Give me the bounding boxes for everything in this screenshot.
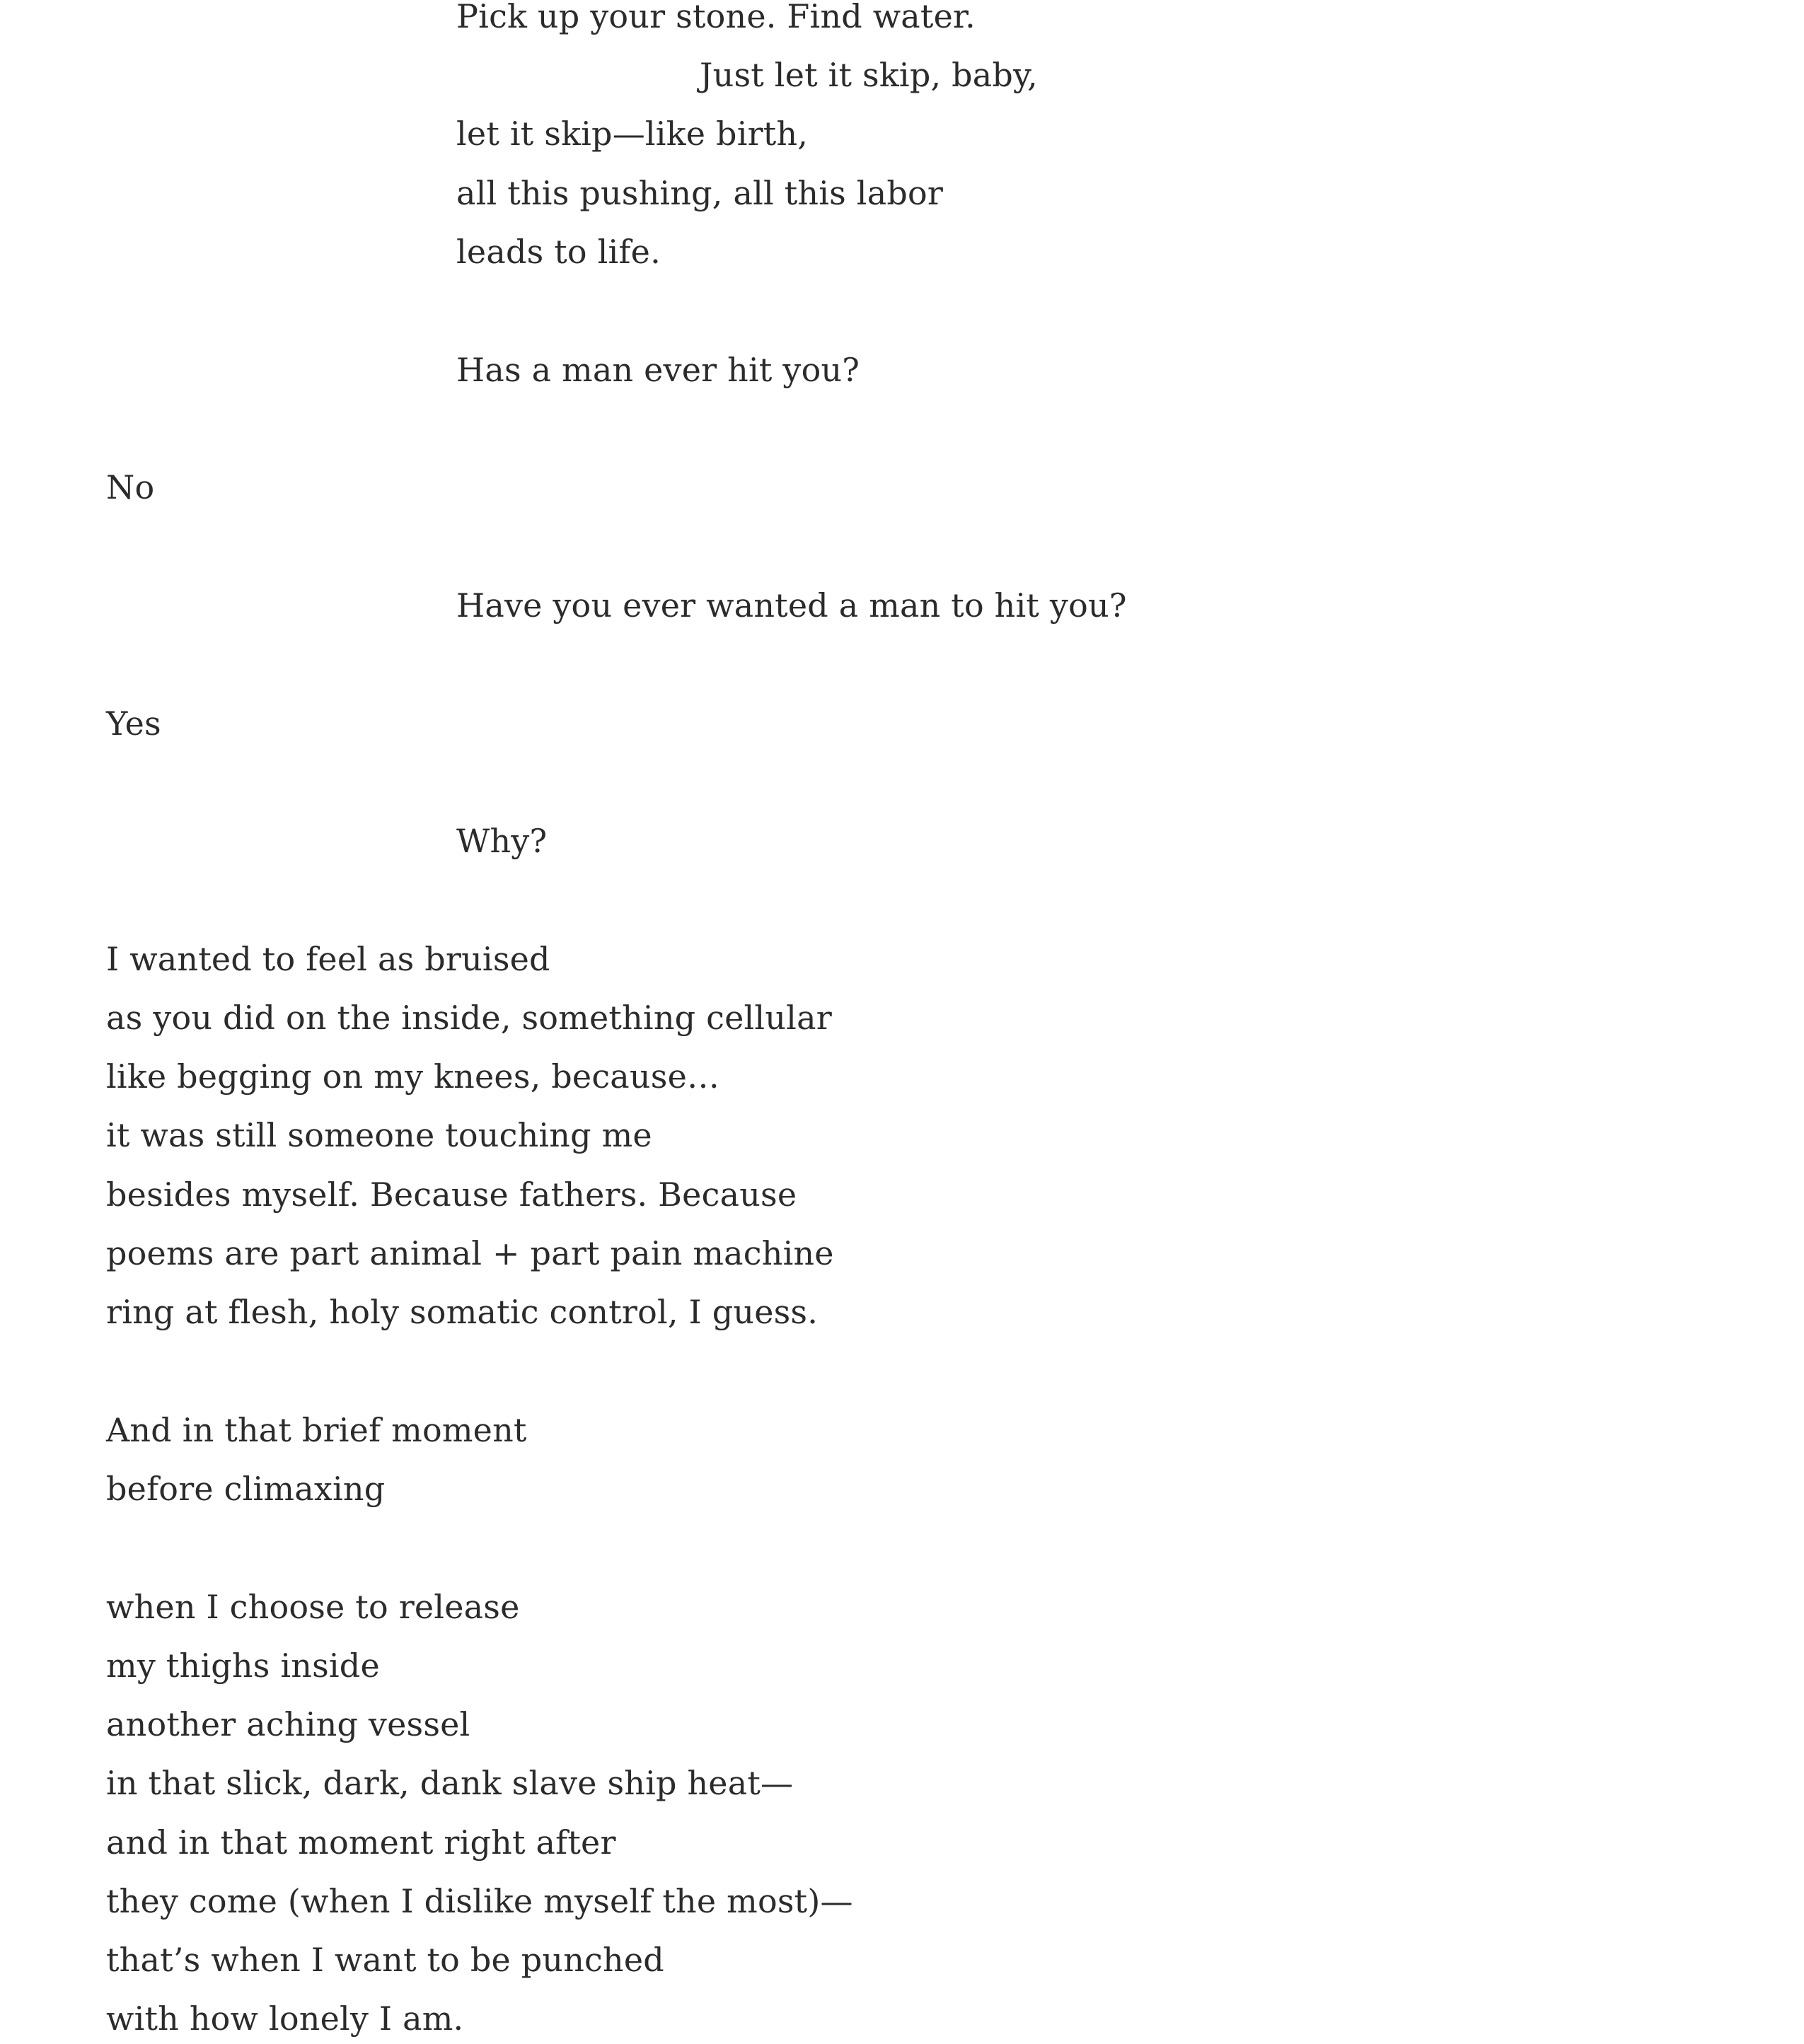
poem-line: I wanted to feel as bruised — [106, 940, 550, 978]
question-line: Why? — [456, 822, 548, 860]
poem-line: ring at flesh, holy somatic control, I guess. — [106, 1293, 819, 1331]
poem-line: like begging on my knees, because… — [106, 1057, 720, 1096]
poem-line: when I choose to release — [106, 1588, 520, 1626]
answer-line: No — [106, 468, 155, 506]
poem-line: poems are part animal + part pain machine — [106, 1234, 834, 1272]
poem-line: let it skip—like birth, — [456, 115, 809, 153]
poem-line: Pick up your stone. Find water. — [456, 0, 976, 35]
poem-line: as you did on the inside, something cellular — [106, 999, 832, 1037]
question-line: Has a man ever hit you? — [456, 351, 860, 389]
poem-line: leads to life. — [456, 233, 661, 271]
poem-line: they come (when I dislike myself the most)— — [106, 1882, 853, 1920]
poem-line: another aching vessel — [106, 1705, 470, 1743]
poem-line: my thighs inside — [106, 1647, 380, 1685]
poem-line: before climaxing — [106, 1470, 386, 1508]
poem-line: besides myself. Because fathers. Because — [106, 1175, 797, 1214]
poem-line: And in that brief moment — [106, 1411, 527, 1449]
poem-line: with how lonely I am. — [106, 1999, 464, 2038]
poem-line: in that slick, dark, dank slave ship heat— — [106, 1764, 794, 1802]
question-line: Have you ever wanted a man to hit you? — [456, 586, 1127, 625]
poem-line: and in that moment right after — [106, 1823, 616, 1862]
poem-line: Just let it skip, baby, — [700, 56, 1038, 94]
poem-line: all this pushing, all this labor — [456, 174, 944, 212]
poem-line: it was still someone touching me — [106, 1116, 652, 1154]
answer-line: Yes — [106, 704, 161, 743]
poem-line: that’s when I want to be punched — [106, 1941, 664, 1979]
